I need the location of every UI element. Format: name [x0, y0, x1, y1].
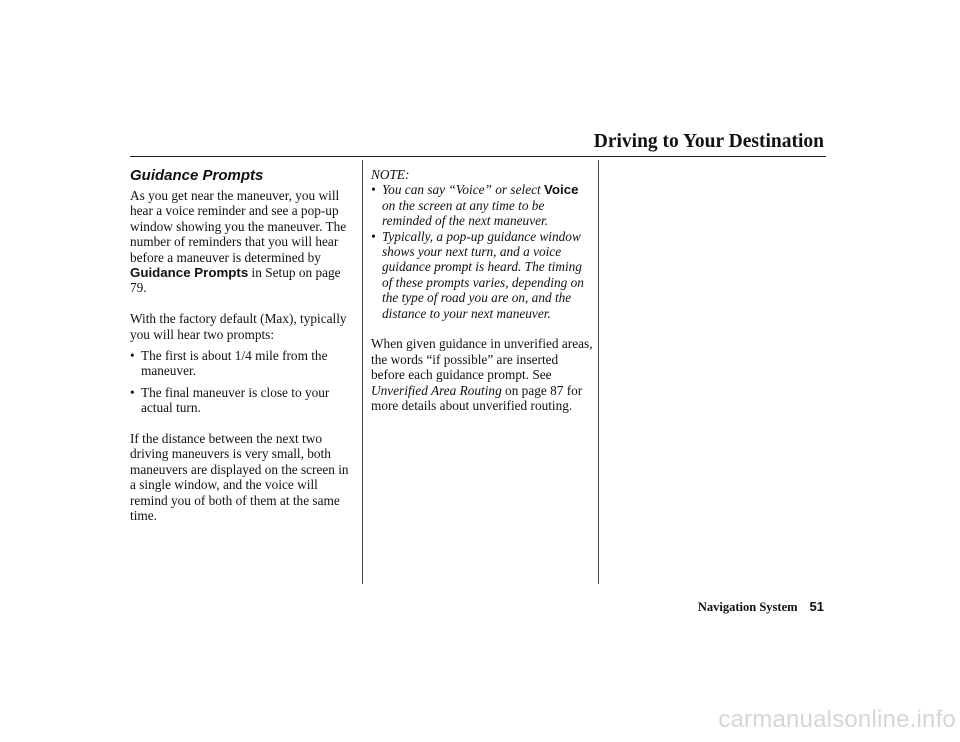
watermark: carmanualsonline.info: [718, 706, 956, 733]
unverified-routing-reference: Unverified Area Routing: [371, 382, 502, 398]
page-footer: [698, 599, 824, 615]
unverified-text-end: on page 87 for more details about unverified routing.: [371, 382, 583, 414]
list-item: [130, 348, 352, 379]
header-rule: [130, 156, 826, 157]
intro-paragraph: [130, 188, 352, 296]
unverified-text: When given guidance in unverified areas, the words “if possible” are inserted before each guidance prompt. See: [371, 336, 593, 383]
note-text: You can say “Voice” or select: [382, 182, 545, 198]
left-column: [130, 167, 352, 539]
page-number: 51: [809, 599, 824, 614]
list-item: [371, 182, 593, 228]
bullet-icon: •: [130, 348, 135, 364]
note-text-end: on the screen at any time to be reminded of the next maneuver.: [382, 197, 549, 229]
intro-text-end: in Setup on page 79.: [130, 265, 341, 296]
column-divider-right: [598, 160, 599, 584]
note-label: NOTE:: [371, 167, 410, 182]
guidance-prompts-term: Guidance Prompts: [130, 265, 249, 281]
factory-default-paragraph: With the factory default (Max), typically you will hear two prompts:: [130, 311, 347, 342]
list-item: [371, 229, 593, 321]
bullet-icon: •: [130, 384, 135, 400]
intro-text: As you get near the maneuver, you will hear a voice reminder and see a pop-up window showing you the maneuver. The number of reminders that you will hear before a maneuver is determined by: [130, 188, 347, 265]
list-item-text: The final maneuver is close to your actual turn.: [141, 384, 330, 416]
distance-paragraph: If the distance between the next two driving maneuvers is very small, both maneuvers are displayed on the screen in a single window, and the voice will remind you of both of them at the same time.: [130, 431, 349, 524]
note-text: Typically, a pop-up guidance window shows your next turn, and a voice guidance prompt is heard. The timing of these prompts varies, depending on the type of road you are on, and the distance to your next maneuver.: [382, 228, 584, 321]
bullet-icon: •: [371, 182, 376, 198]
list-item: [130, 385, 352, 416]
column-divider-left: [362, 160, 363, 584]
section-title: Driving to Your Destination: [593, 131, 824, 152]
voice-term: Voice: [544, 182, 579, 198]
right-column: [371, 167, 593, 429]
note-list: [371, 182, 593, 321]
bullet-icon: •: [371, 228, 376, 244]
footer-section: Navigation System: [697, 600, 798, 614]
guidance-prompts-heading: Guidance Prompts: [130, 167, 264, 184]
unverified-paragraph: [371, 336, 593, 413]
list-item-text: The first is about 1/4 mile from the maneuver.: [141, 348, 328, 379]
